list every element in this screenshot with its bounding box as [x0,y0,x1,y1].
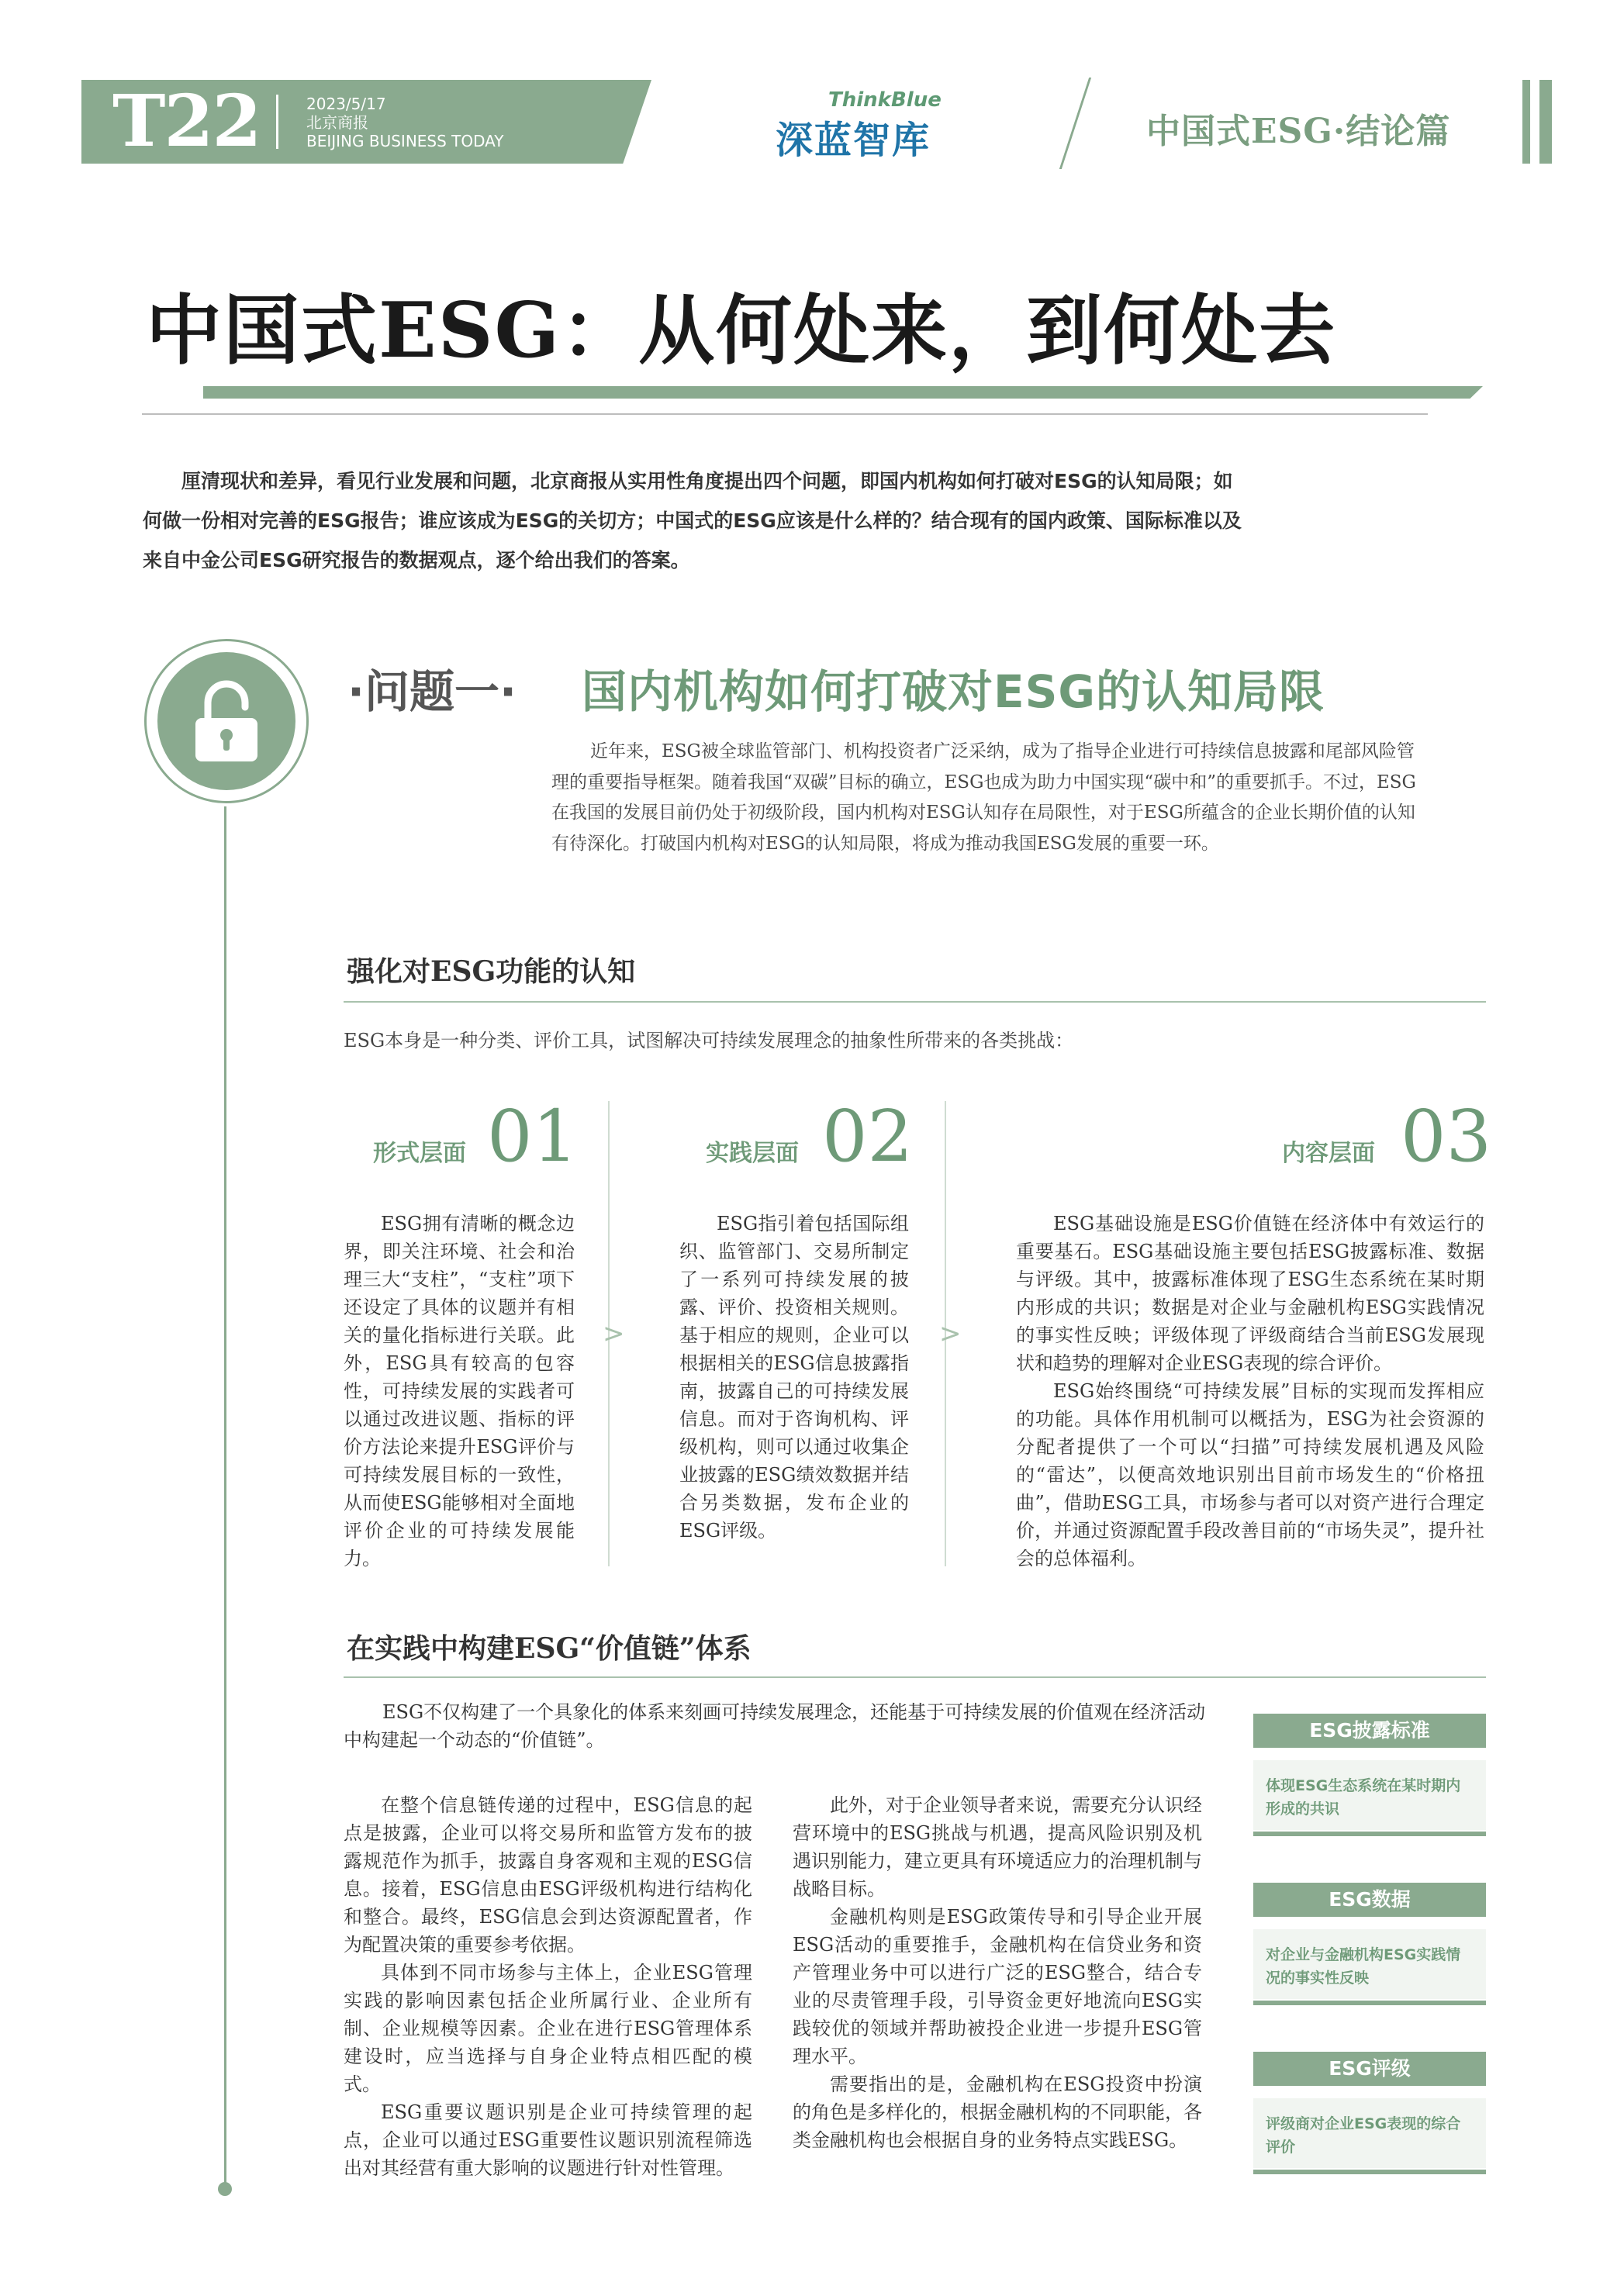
article-paragraph: 具体到不同市场参与主体上，企业ESG管理实践的影响因素包括企业所属行业、企业所有制、企业规模等因素。企业在进行ESG管理体系建设时，应当选择与自身企业特点相匹配的模式。 [344,1962,752,2095]
level-number: 02 [822,1095,914,1178]
intro-paragraph: 厘清现状和差异，看见行业发展和问题，北京商报从实用性角度提出四个问题，即国内机构如何打破对ESG的认知局限；如何做一份相对完善的ESG报告；谁应该成为ESG的关切方；中国式的ESG应该是什么样的？结合现有的国内政策、国际标准以及来自中金公司ESG研究报告的数据观点，逐个给出我们的答案。 [143,470,1242,571]
brand-logo-cn: 深蓝智库 [776,119,931,162]
level-text: ESG拥有清晰的概念边界，即关注环境、社会和治理三大“支柱”，“支柱”项下还设定了具体的议题并有相关的量化指标进行关联。此外，ESG具有较高的包容性，可持续发展的实践者可以通过改进议题、指标的评价方法论来提升ESG评价与可持续发展目标的一致性，从而使ESG能够相对全面地评价企业的可持续发展能力。 [344,1213,575,1569]
sidebar-box-title: ESG数据 [1253,1883,1486,1917]
level-text: ESG指引着包括国际组织、监管部门、交易所制定了一系列可持续发展的披露、评价、投资相关规则。基于相应的规则，企业可以根据相关的ESG信息披露指南，披露自己的可持续发展信息。而对于咨询机构、评级机构，则可以通过收集企业披露的ESG绩效数据并结合另类数据，发布企业的ESG评级。 [679,1213,909,1542]
section-heading: 强化对ESG功能的认知 [347,955,636,988]
article-column-right [793,1791,1202,2154]
decorative-bar [1522,80,1530,164]
level-number: 03 [1401,1095,1492,1178]
brand-logo-en: ThinkBlue [828,88,942,112]
level-label: 实践层面 [706,1140,799,1167]
article-paragraph: 金融机构则是ESG政策传导和引导企业开展ESG活动的重要推手，金融机构在信贷业务和资产管理业务中可以进行广泛的ESG整合，结合专业的尽责管理手段，引导资金更好地流向ESG实践较优的领域并帮助被投企业进一步提升ESG管理水平。 [793,1906,1202,2067]
section-rule [344,1676,1486,1678]
section-description: ESG本身是一种分类、评价工具，试图解决可持续发展理念的抽象性所带来的各类挑战： [344,1030,1074,1051]
sidebar-box-title: ESG披露标准 [1253,1714,1486,1748]
title-rule [142,413,1428,415]
sidebar-box-title: ESG评级 [1253,2052,1486,2086]
timeline-dot [218,2182,232,2196]
article-paragraph: 需要指出的是，金融机构在ESG投资中扮演的角色是多样化的，根据金融机构的不同职能，各类金融机构也会根据自身的业务特点实践ESG。 [793,2073,1202,2151]
paper-name-cn: 北京商报 [306,113,368,132]
article-paragraph: ESG重要议题识别是企业可持续管理的起点，企业可以通过ESG重要性议题识别流程筛选出对其经营有重大影响的议题进行针对性管理。 [344,2101,752,2179]
question-label: ·问题一· [347,665,517,718]
timeline-line [224,806,226,2188]
chevron-right-icon: > [603,1318,625,1349]
section-rule [344,1001,1486,1003]
sidebar-box-rule [1253,1832,1486,1836]
article-paragraph: 此外，对于企业领导者来说，需要充分认识经营环境中的ESG挑战与机遇，提高风险识别及机遇识别能力，建立更具有环境适应力的治理机制与战略目标。 [793,1794,1202,1900]
tab-divider [276,95,278,149]
header-divider [1059,78,1091,169]
sidebar-box-rule [1253,2001,1486,2005]
question-title: 国内机构如何打破对ESG的认知局限 [582,665,1325,718]
unlock-icon [191,679,262,763]
section-heading: 在实践中构建ESG“价值链”体系 [347,1632,752,1665]
level-text [1016,1210,1484,1573]
page-number: T22 [112,79,261,163]
section-intro: ESG不仅构建了一个具象化的体系来刻画可持续发展理念，还能基于可持续发展的价值观在经济活动中构建起一个动态的“价值链”。 [344,1701,1206,1751]
sidebar-box-rule [1253,2170,1486,2174]
level-label: 形式层面 [373,1140,466,1167]
section-tag: 中国式ESG·结论篇 [1146,112,1451,151]
question-summary: 近年来，ESG被全球监管部门、机构投资者广泛采纳，成为了指导企业进行可持续信息披露和尾部风险管理的重要指导框架。随着我国“双碳”目标的确立，ESG也成为助力中国实现“碳中和”的重要抓手。不过，ESG在我国的发展目前仍处于初级阶段，国内机构对ESG认知存在局限性，对于ESG所蕴含的企业长期价值的认知有待深化。打破国内机构对ESG的认知局限，将成为推动我国ESG发展的重要一环。 [551,741,1416,854]
title-underline-band [203,386,1483,399]
sidebar-box-body: 评级商对企业ESG表现的综合评价 [1253,2098,1486,2168]
decorative-bar [1539,80,1552,164]
level-number: 01 [487,1095,579,1178]
issue-date: 2023/5/17 [306,95,386,113]
level-paragraph: ESG基础设施是ESG价值链在经济体中有效运行的重要基石。ESG基础设施主要包括ESG披露标准、数据与评级。其中，披露标准体现了ESG生态系统在某时期内形成的共识；数据是对企业与金融机构ESG实践情况的事实性反映；评级体现了评级商结合当前ESG发展现状和趋势的理解对企业ESG表现的综合评价。 [1016,1213,1484,1374]
article-paragraph: 在整个信息链传递的过程中，ESG信息的起点是披露，企业可以将交易所和监管方发布的披露规范作为抓手，披露自身客观和主观的ESG信息。接着，ESG信息由ESG评级机构进行结构化和整合。最终，ESG信息会到达资源配置者，作为配置决策的重要参考依据。 [344,1794,752,1956]
paper-name-en: BEIJING BUSINESS TODAY [306,132,504,150]
level-paragraph: ESG始终围绕“可持续发展”目标的实现而发挥相应的功能。具体作用机制可以概括为，ESG为社会资源的分配者提供了一个可以“扫描”可持续发展机遇及风险的“雷达”，以便高效地识别出目前市场发生的“价格扭曲”，借助ESG工具，市场参与者可以对资产进行合理定价，并通过资源配置手段改善目前的“市场失灵”，提升社会的总体福利。 [1016,1380,1484,1569]
sidebar-box-body: 体现ESG生态系统在某时期内形成的共识 [1253,1760,1486,1830]
article-column-left [344,1791,752,2182]
chevron-right-icon: > [939,1318,962,1349]
sidebar-box-body: 对企业与金融机构ESG实践情况的事实性反映 [1253,1929,1486,1999]
page-title: 中国式ESG：从何处来，到何处去 [146,286,1337,375]
level-label: 内容层面 [1282,1140,1375,1167]
